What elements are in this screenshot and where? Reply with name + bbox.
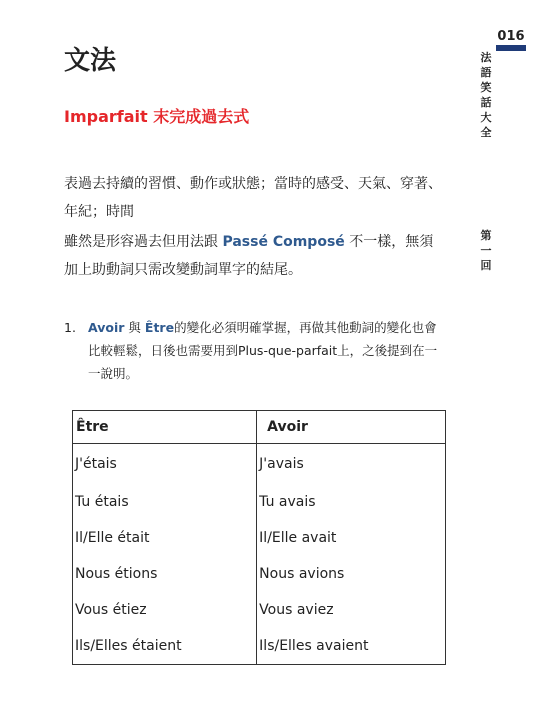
avoir-form: Il/Elle avait: [259, 530, 337, 546]
avoir-form: Ils/Elles avaient: [259, 638, 369, 654]
term-etre: Être: [144, 320, 175, 335]
table-row: [73, 592, 446, 628]
table-header-row: [73, 411, 446, 444]
table-cell: [257, 444, 446, 485]
column-header-etre: Être: [73, 411, 257, 444]
page-title: 文法: [64, 46, 117, 76]
etre-form: Tu étais: [75, 494, 129, 510]
table-cell: [257, 484, 446, 520]
table-row: [73, 520, 446, 556]
etre-form: Ils/Elles étaient: [75, 638, 182, 654]
page-number-bar: [496, 45, 526, 51]
chapter-label-vertical: 第一回: [480, 229, 492, 272]
conjugation-table: [72, 410, 446, 665]
description-paragraph: 表過去持續的習慣、動作或狀態；當時的感受、天氣、穿著、年紀；時間: [64, 176, 442, 220]
table-cell: [73, 444, 257, 485]
book-title-vertical: 法語笑話大全: [480, 51, 492, 139]
term-passe-compose: Passé Composé: [222, 234, 345, 250]
table-cell: [73, 628, 257, 665]
avoir-form: J'avais: [259, 456, 304, 472]
etre-form: J'étais: [75, 456, 117, 472]
etre-form: Vous étiez: [75, 602, 147, 618]
list-description: 的變化必須明確掌握，再做其他動詞的變化也會比較輕鬆，日後也需要用到Plus-que-parfait上，之後提到在一一說明。: [88, 320, 438, 381]
usage-text-before: 雖然是形容過去但用法跟: [64, 234, 218, 250]
table-cell: [257, 556, 446, 592]
list-text: [88, 316, 444, 385]
page-number: 016: [497, 29, 525, 44]
table-cell: [257, 592, 446, 628]
table-row: [73, 484, 446, 520]
table-cell: [73, 592, 257, 628]
etre-form: Il/Elle était: [75, 530, 150, 546]
table-cell: [73, 520, 257, 556]
section-subtitle: Imparfait 末完成過去式: [64, 107, 250, 126]
avoir-form: Tu avais: [259, 494, 316, 510]
list-conjunction: 與: [128, 320, 141, 335]
usage-paragraph: [64, 228, 444, 284]
table-row: [73, 556, 446, 592]
list-number: 1.: [64, 320, 76, 335]
column-header-avoir: Avoir: [257, 411, 446, 444]
avoir-form: Vous aviez: [259, 602, 334, 618]
table-row: [73, 628, 446, 665]
table-row: [73, 444, 446, 485]
avoir-form: Nous avions: [259, 566, 345, 582]
table-cell: [257, 628, 446, 665]
table-cell: [73, 556, 257, 592]
table-cell: [257, 520, 446, 556]
etre-form: Nous étions: [75, 566, 158, 582]
usage-text-after: 不一樣，無須加上助動詞只需改變動詞單字的結尾。: [64, 234, 434, 278]
term-avoir: Avoir: [88, 320, 125, 335]
table-cell: [73, 484, 257, 520]
